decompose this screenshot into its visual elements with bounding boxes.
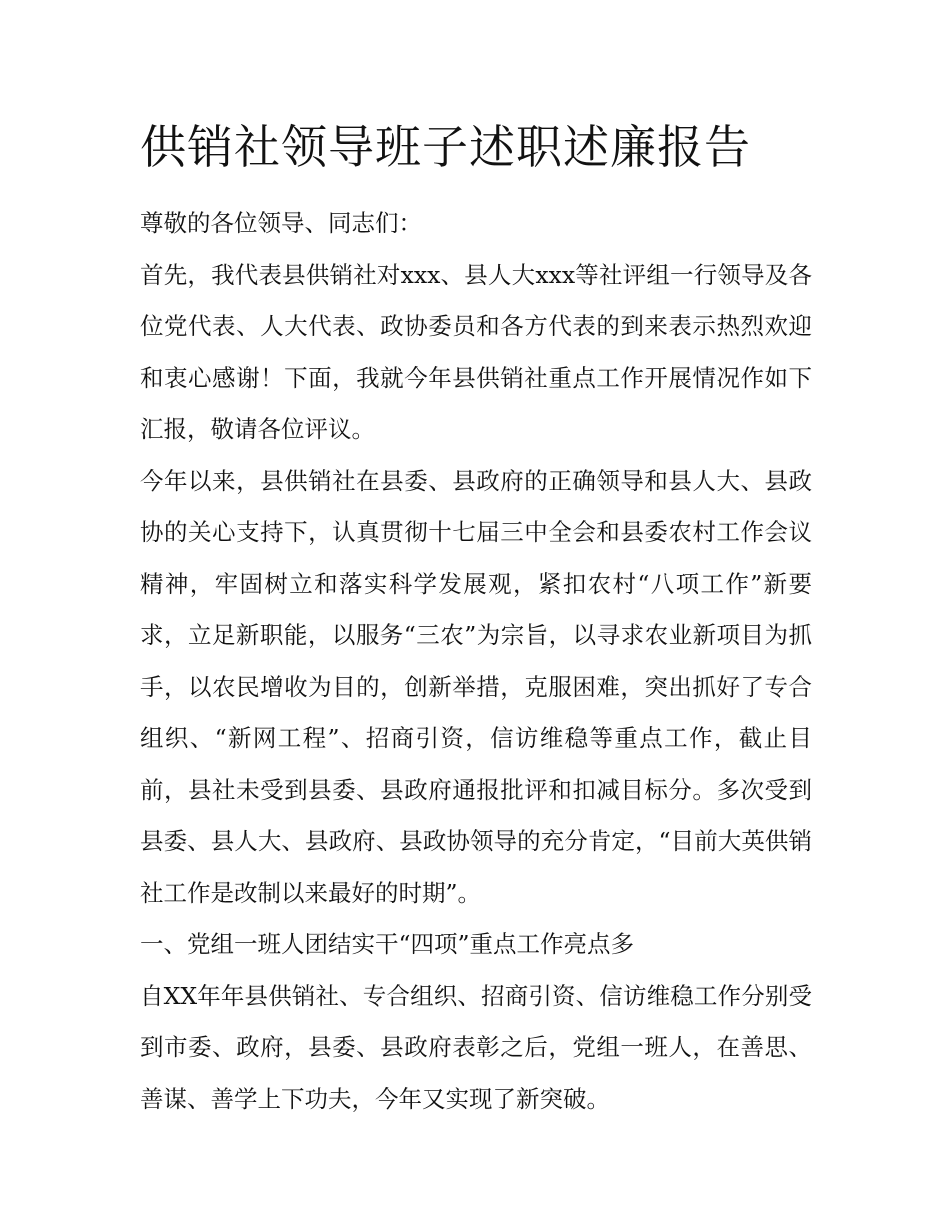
summary-paragraph: 今年以来，县供销社在县委、县政府的正确领导和县人大、县政协的关心支持下，认真贯彻十七届三中全会和县委农村工作会议精神，牢固树立和落实科学发展观，紧扣农村“八项工作”新要求，立足新职能，以服务“三农”为宗旨，以寻求农业新项目为抓手，以农民增收为目的，创新举措，克服困难，突出抓好了专合组织、“新网工程”、招商引资，信访维稳等重点工作，截止目前，县社未受到县委、县政府通报批评和扣减目标分。多次受到县委、县人大、县政府、县政协领导的充分肯定，“目前大英供销社工作是改制以来最好的时期”。 bbox=[140, 466, 812, 907]
opening-paragraph: 首先，我代表县供销社对xxx、县人大xxx等社评组一行领导及各位党代表、人大代表、政协委员和各方代表的到来表示热烈欢迎和衷心感谢！下面，我就今年县供销社重点工作开展情况作如下汇报，敬请各位评议。 bbox=[140, 260, 812, 443]
section-paragraph: 自XX年年县供销社、专合组织、招商引资、信访维稳工作分别受到市委、政府，县委、县政府表彰之后，党组一班人，在善思、善谋、善学上下功夫，今年又实现了新突破。 bbox=[140, 981, 812, 1113]
document-title: 供销社领导班子述职述廉报告 bbox=[140, 120, 751, 174]
section-heading: 一、党组一班人团结实干“四项”重点工作亮点多 bbox=[140, 930, 635, 958]
salutation-paragraph: 尊敬的各位领导、同志们： bbox=[140, 209, 422, 237]
document-body bbox=[140, 198, 812, 1125]
